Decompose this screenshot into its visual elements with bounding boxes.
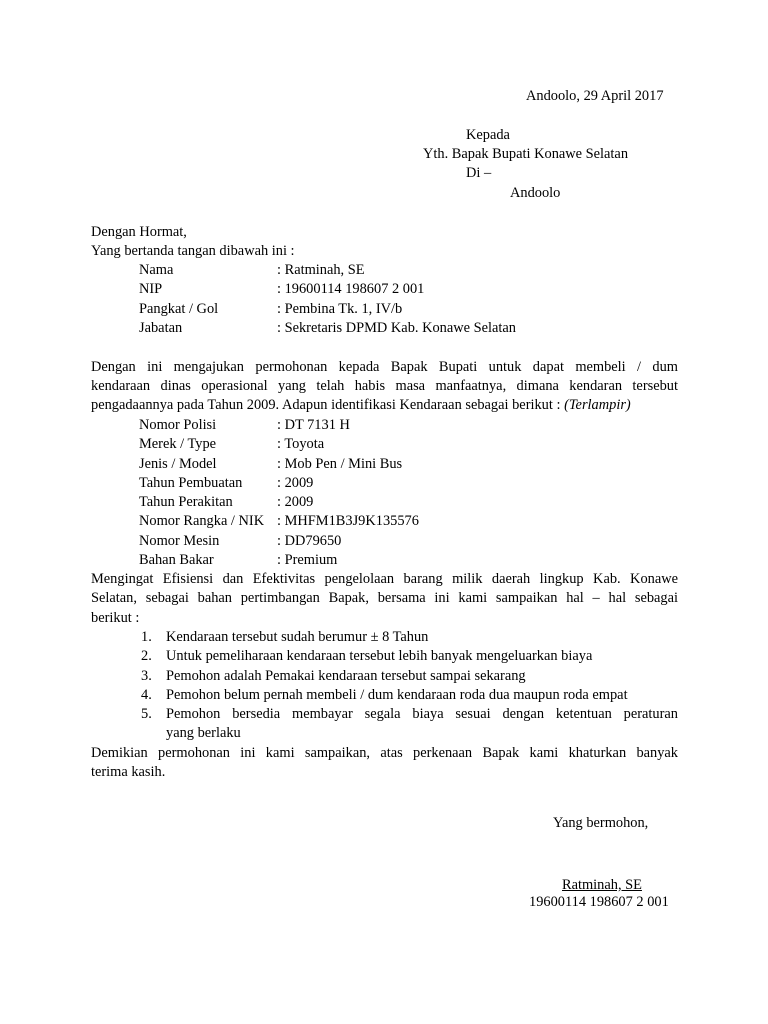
field-label: Jabatan — [139, 319, 183, 336]
field-label: Nomor Mesin — [139, 532, 220, 549]
request-paragraph-text: pengadaannya pada Tahun 2009. Adapun identifikasi Kendaraan sebagai berikut : — [91, 397, 561, 413]
field-label: Jenis / Model — [139, 455, 217, 472]
consideration-paragraph-line: Mengingat Efisiensi dan Efektivitas pengelolaan barang milik daerah lingkup Kab. Konawe — [91, 571, 678, 587]
closing-line: terima kasih. — [91, 764, 166, 780]
field-label: Pangkat / Gol — [139, 300, 219, 317]
field-label: Tahun Perakitan — [139, 494, 233, 511]
recipient-place: Andoolo — [510, 185, 561, 201]
list-item — [91, 628, 678, 647]
kepada-label: Kepada — [466, 127, 510, 143]
closing-line: Demikian permohonan ini kami sampaikan, atas perkenaan Bapak kami khaturkan banyak — [91, 745, 678, 761]
field-label: Bahan Bakar — [139, 552, 214, 569]
list-item — [91, 647, 678, 666]
list-item — [91, 705, 678, 724]
list-item — [91, 667, 678, 686]
letter-date: Andoolo, 29 April 2017 — [526, 88, 664, 104]
consideration-paragraph-line: Selatan, sebagai bahan pertimbangan Bapak, bersama ini kami sampaikan hal – hal sebagai — [91, 590, 678, 606]
attachment-note: (Terlampir) — [564, 397, 631, 413]
field-label: Nomor Rangka / NIK — [139, 513, 265, 530]
list-text: yang berlaku — [166, 725, 241, 742]
recipient: Yth. Bapak Bupati Konawe Selatan — [423, 146, 629, 162]
field-value: : Mob Pen / Mini Bus — [277, 455, 403, 472]
list-item-continuation — [91, 724, 678, 743]
list-number: 4. — [141, 686, 152, 703]
field-label: Nomor Polisi — [139, 417, 217, 433]
field-value: : Toyota — [277, 436, 325, 453]
list-text: Pemohon belum pernah membeli / dum kendaraan roda dua maupun roda empat — [166, 686, 628, 703]
intro-text: Yang bertanda tangan dibawah ini : — [91, 243, 295, 259]
field-value: : MHFM1B3J9K135576 — [277, 513, 419, 530]
field-value: : DD79650 — [277, 532, 342, 549]
list-text: Untuk pemeliharaan kendaraan tersebut lebih banyak mengeluarkan biaya — [166, 648, 593, 665]
reasons-list — [91, 628, 678, 744]
field-label: Nama — [139, 262, 174, 278]
list-text: Pemohon adalah Pemakai kendaraan tersebut sampai sekarang — [166, 667, 526, 684]
field-value: : Pembina Tk. 1, IV/b — [277, 300, 403, 317]
request-paragraph-line — [91, 396, 631, 415]
consideration-paragraph-line: berikut : — [91, 610, 140, 626]
field-label: Tahun Pembuatan — [139, 474, 243, 491]
list-number: 3. — [141, 667, 152, 684]
list-text: Pemohon bersedia membayar segala biaya sesuai dengan ketentuan peraturan — [166, 706, 678, 723]
field-value: : 2009 — [277, 474, 314, 491]
request-paragraph-line: kendaraan dinas operasional yang telah habis masa manfaatnya, dimana kendaran tersebut — [91, 378, 678, 394]
greeting: Dengan Hormat, — [91, 224, 187, 240]
signature-label: Yang bermohon, — [553, 815, 649, 831]
list-text: Kendaraan tersebut sudah berumur ± 8 Tahun — [166, 629, 429, 645]
list-item — [91, 686, 678, 705]
field-value: : 19600114 198607 2 001 — [277, 281, 425, 298]
field-label: NIP — [139, 281, 163, 298]
field-value: : DT 7131 H — [277, 417, 350, 433]
field-value: : 2009 — [277, 494, 314, 511]
signatory-nip: 19600114 198607 2 001 — [529, 894, 669, 910]
field-value: : Premium — [277, 552, 338, 569]
di-label: Di – — [466, 165, 492, 181]
request-paragraph-line: Dengan ini mengajukan permohonan kepada Bapak Bupati untuk dapat membeli / dum — [91, 359, 678, 375]
field-value: : Sekretaris DPMD Kab. Konawe Selatan — [277, 319, 516, 336]
field-label: Merek / Type — [139, 436, 217, 453]
list-number: 5. — [141, 706, 152, 723]
signatory-name: Ratminah, SE — [562, 877, 642, 893]
list-number: 1. — [141, 629, 152, 645]
field-value: : Ratminah, SE — [277, 262, 365, 278]
list-number: 2. — [141, 648, 152, 665]
